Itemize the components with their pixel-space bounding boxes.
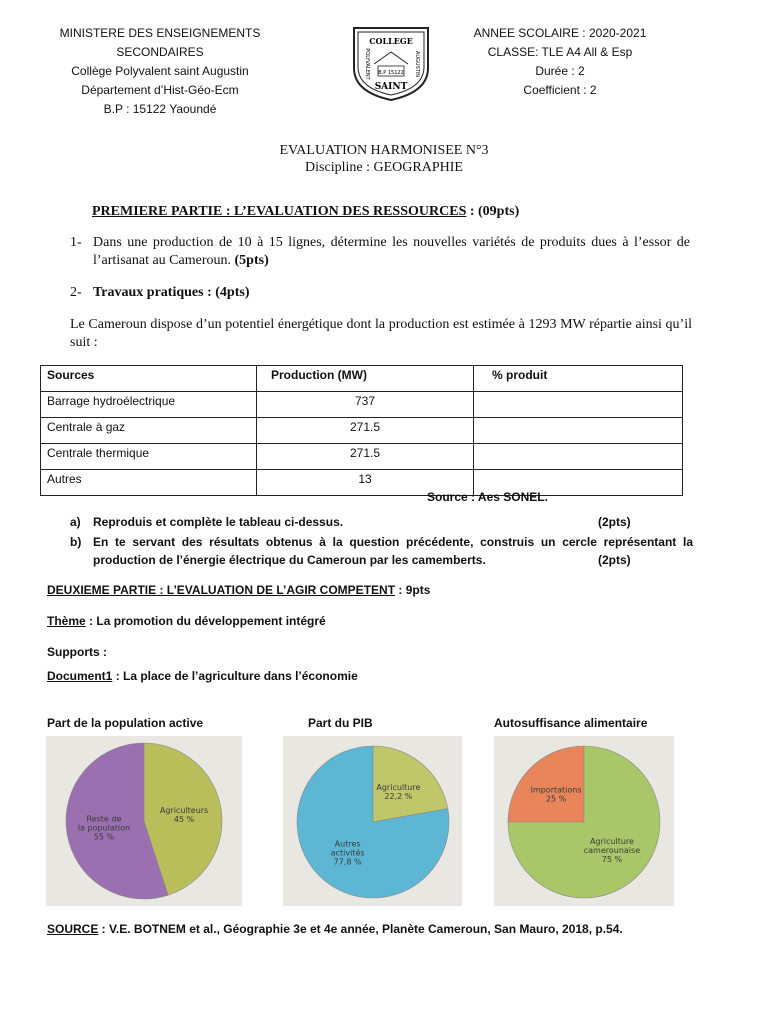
table-cell: Centrale à gaz <box>41 418 257 444</box>
question-1 <box>93 234 690 270</box>
q1-text: Dans une production de 10 à 15 lignes, détermine les nouvelles variétés de produits dues à l’essor de l’artisanat au Cameroun. <box>93 235 690 268</box>
school-name: Collège Polyvalent saint Augustin <box>71 64 249 78</box>
table-row <box>41 392 683 418</box>
class-name: CLASSE: TLE A4 All & Esp <box>487 45 633 59</box>
logo-top-text: COLLEGE <box>369 36 413 46</box>
q2-number: 2- <box>70 285 82 300</box>
part2-heading-text: DEUXIEME PARTIE : L’EVALUATION DE L’AGIR COMPETENT <box>47 583 396 597</box>
document1-label: Document1 <box>47 669 113 683</box>
energy-table <box>40 365 683 496</box>
table-cell: Centrale thermique <box>41 444 257 470</box>
qa-points: (2pts) <box>598 515 631 529</box>
chart-title-population: Part de la population active <box>47 716 204 730</box>
pie-chart-population <box>46 736 242 906</box>
qb-letter: b) <box>70 535 82 549</box>
logo-right-text: AUGUSTIN <box>414 50 420 78</box>
table-header: Production (MW) <box>257 366 474 392</box>
part1-heading-text: PREMIERE PARTIE : L’EVALUATION DES RESSOURCES <box>92 204 467 219</box>
logo-left-text: POLYVALENT <box>364 48 370 80</box>
ministry-name: MINISTERE DES ENSEIGNEMENTS SECONDAIRES <box>59 26 261 59</box>
q2-title: Travaux pratiques <box>93 285 204 300</box>
table-cell <box>474 392 683 418</box>
source-note <box>47 920 623 938</box>
table-cell: 737 <box>257 392 474 418</box>
pie-slice-label: Agriculture <box>376 783 421 793</box>
pie-card-population <box>46 736 242 906</box>
pie-slice-value: 75 % <box>601 854 623 864</box>
table-cell <box>474 444 683 470</box>
pie-slice-value: 55 % <box>93 832 115 842</box>
theme-label: Thème <box>47 614 86 628</box>
pie-slice-label: activités <box>330 848 365 858</box>
chart-title-autosuffisance: Autosuffisance alimentaire <box>494 716 648 730</box>
qb-points: (2pts) <box>598 553 631 567</box>
q2-points: : (4pts) <box>207 285 250 300</box>
chart-title-pib: Part du PIB <box>308 716 373 730</box>
table-cell: 271.5 <box>257 418 474 444</box>
source-text: : V.E. BOTNEM et al., Géographie 3e et 4e année, Planète Cameroun, San Mauro, 2018, p.54. <box>98 922 623 936</box>
duration: Durée : 2 <box>535 64 585 78</box>
table-header: % produit <box>474 366 683 392</box>
pie-card-autosuffisance <box>494 736 674 906</box>
part1-points: : (09pts) <box>469 204 520 219</box>
q1-points: (5pts) <box>234 253 269 268</box>
supports-label: Supports : <box>47 645 107 659</box>
table-row <box>41 444 683 470</box>
pie-slice <box>508 746 584 822</box>
table-header-row <box>41 366 683 392</box>
pie-slice-value: 45 % <box>173 815 195 825</box>
qa-letter: a) <box>70 515 81 529</box>
pie-slice-value: 25 % <box>545 794 567 804</box>
document1-text: : La place de l’agriculture dans l’économie <box>115 669 358 683</box>
discipline-title: Discipline : GEOGRAPHIE <box>305 160 463 175</box>
pie-card-pib <box>283 736 462 906</box>
theme-line <box>47 612 326 630</box>
pie-slice-label: Agriculture <box>589 836 634 846</box>
pie-slice-label: Agriculteurs <box>159 806 209 816</box>
pie-slice-value: 77,8 % <box>333 857 362 867</box>
qb-text: En te servant des résultats obtenus à la question précédente, construis un cercle représentant la production de l’énergie électrique du Cameroun par les camemberts. <box>93 535 693 567</box>
part2-heading <box>47 581 430 599</box>
school-logo <box>348 22 434 102</box>
department-name: Département d’Hist-Géo-Ecm <box>81 83 239 97</box>
q1-number: 1- <box>70 235 82 250</box>
pie-chart-autosuffisance <box>494 736 674 906</box>
table-cell: 13 <box>257 470 474 496</box>
theme-text: : La promotion du développement intégré <box>89 614 326 628</box>
pie-slice-label: Reste de <box>86 814 122 824</box>
pie-slice-label: Importations <box>530 785 582 795</box>
part1-heading <box>92 204 519 220</box>
postal-address: B.P : 15122 Yaoundé <box>103 102 217 116</box>
table-cell: 271.5 <box>257 444 474 470</box>
energy-intro: Le Cameroun dispose d’un potentiel énergétique dont la production est estimée à 1293 MW répartie ainsi qu’il suit : <box>70 317 692 350</box>
table-header: Sources <box>41 366 257 392</box>
source-label: SOURCE <box>47 922 99 936</box>
question-2 <box>93 284 249 302</box>
coefficient: Coefficient : 2 <box>523 83 597 97</box>
pie-chart-pib <box>283 736 462 906</box>
qa-text: Reproduis et complète le tableau ci-dessus. <box>93 515 344 529</box>
header-left <box>20 24 300 119</box>
header-right <box>470 24 650 100</box>
table-source: Source : Aes SONEL. <box>427 490 548 504</box>
table-cell: Barrage hydroélectrique <box>41 392 257 418</box>
pie-slice-label: Autres <box>334 839 361 849</box>
table-row <box>41 418 683 444</box>
pie-slice-value: 22,2 % <box>384 792 413 802</box>
logo-bottom-text: SAINT <box>374 82 408 92</box>
table-cell: Autres <box>41 470 257 496</box>
logo-bp-text: B.P 15122 <box>378 70 404 76</box>
table-row <box>41 470 683 496</box>
school-year: ANNEE SCOLAIRE : 2020-2021 <box>473 26 647 40</box>
exam-title: EVALUATION HARMONISEE N°3 <box>279 143 489 158</box>
part2-points: : 9pts <box>398 583 431 597</box>
pie-slice-label: camerounaise <box>583 845 641 855</box>
table-cell <box>474 418 683 444</box>
document1-line <box>47 667 358 685</box>
pie-slice-label: la population <box>77 823 131 833</box>
